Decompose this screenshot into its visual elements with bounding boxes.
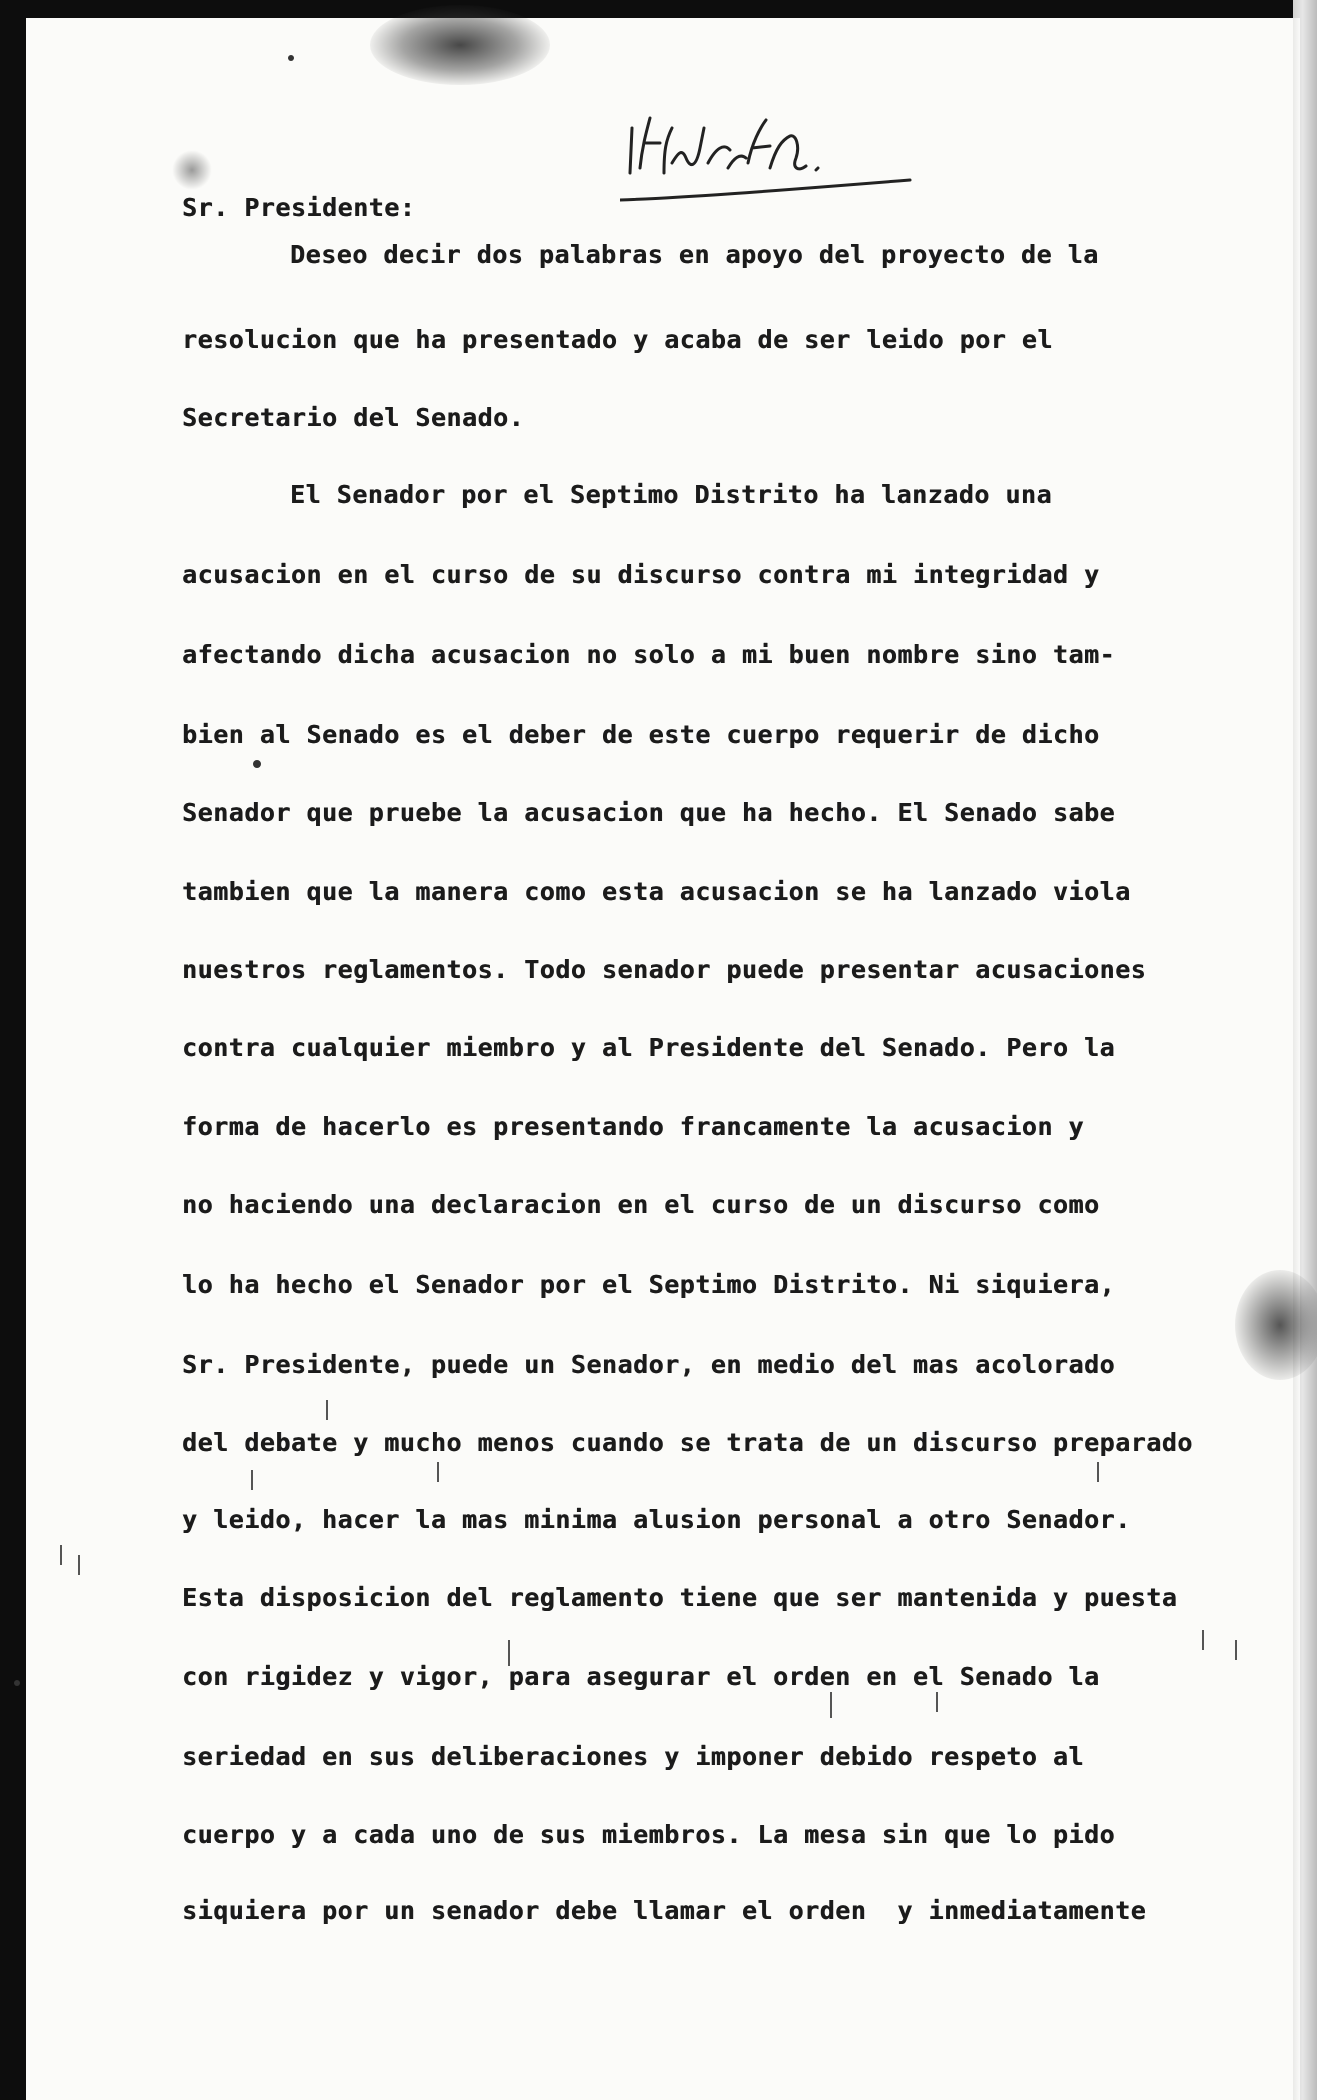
body-line: Deseo decir dos palabras en apoyo del proyecto de la (290, 240, 1099, 269)
body-line: forma de hacerlo es presentando francamente la acusacion y (182, 1112, 1084, 1141)
pencil-mark (326, 1400, 328, 1420)
speck (288, 55, 294, 61)
body-line: Sr. Presidente, puede un Senador, en medio del mas acolorado (182, 1350, 1116, 1379)
body-line: resolucion que ha presentado y acaba de ser leido por el (182, 325, 1053, 354)
page-edge (1293, 0, 1317, 2100)
body-line: con rigidez y vigor, para asegurar el orden en el Senado la (182, 1662, 1100, 1691)
ink-smudge-left (172, 150, 212, 190)
body-line: Esta disposicion del reglamento tiene que ser mantenida y puesta (182, 1583, 1178, 1612)
pencil-mark (936, 1692, 938, 1712)
body-line: contra cualquier miembro y al Presidente del Senado. Pero la (182, 1033, 1116, 1062)
pencil-mark (830, 1692, 832, 1718)
ink-smudge-top (370, 5, 550, 85)
body-line: lo ha hecho el Senador por el Septimo Distrito. Ni siquiera, (182, 1270, 1116, 1299)
body-line: nuestros reglamentos. Todo senador puede presentar acusaciones (182, 955, 1147, 984)
pencil-mark (1235, 1640, 1237, 1660)
body-line: Secretario del Senado. (182, 403, 525, 432)
pencil-mark (78, 1555, 80, 1575)
body-line: no haciendo una declaracion en el curso de un discurso como (182, 1190, 1100, 1219)
body-line: y leido, hacer la mas minima alusion personal a otro Senador. (182, 1505, 1131, 1534)
pencil-mark (60, 1545, 62, 1565)
body-line: seriedad en sus deliberaciones y imponer debido respeto al (182, 1742, 1084, 1771)
pencil-mark (251, 1470, 253, 1490)
pencil-mark (1202, 1630, 1204, 1650)
speck (253, 760, 261, 768)
pencil-mark (437, 1462, 439, 1482)
body-line: cuerpo y a cada uno de sus miembros. La mesa sin que lo pido (182, 1820, 1116, 1849)
body-line: afectando dicha acusacion no solo a mi buen nombre sino tam- (182, 640, 1116, 669)
speck (14, 1680, 20, 1686)
ink-smudge-right (1235, 1270, 1317, 1380)
body-line: Senador que pruebe la acusacion que ha hecho. El Senado sabe (182, 798, 1116, 827)
body-line: tambien que la manera como esta acusacion se ha lanzado viola (182, 877, 1131, 906)
body-line: acusacion en el curso de su discurso contra mi integridad y (182, 560, 1100, 589)
body-line: siquiera por un senador debe llamar el orden y inmediatamente (182, 1896, 1147, 1925)
salutation: Sr. Presidente: (182, 193, 416, 222)
pencil-mark (1097, 1462, 1099, 1482)
handwritten-note (620, 88, 920, 208)
body-line: del debate y mucho menos cuando se trata de un discurso preparado (182, 1428, 1193, 1457)
body-line: El Senador por el Septimo Distrito ha lanzado una (290, 480, 1053, 509)
handwritten-note-text: 1st draft. (620, 88, 624, 89)
body-line: bien al Senado es el deber de este cuerpo requerir de dicho (182, 720, 1100, 749)
